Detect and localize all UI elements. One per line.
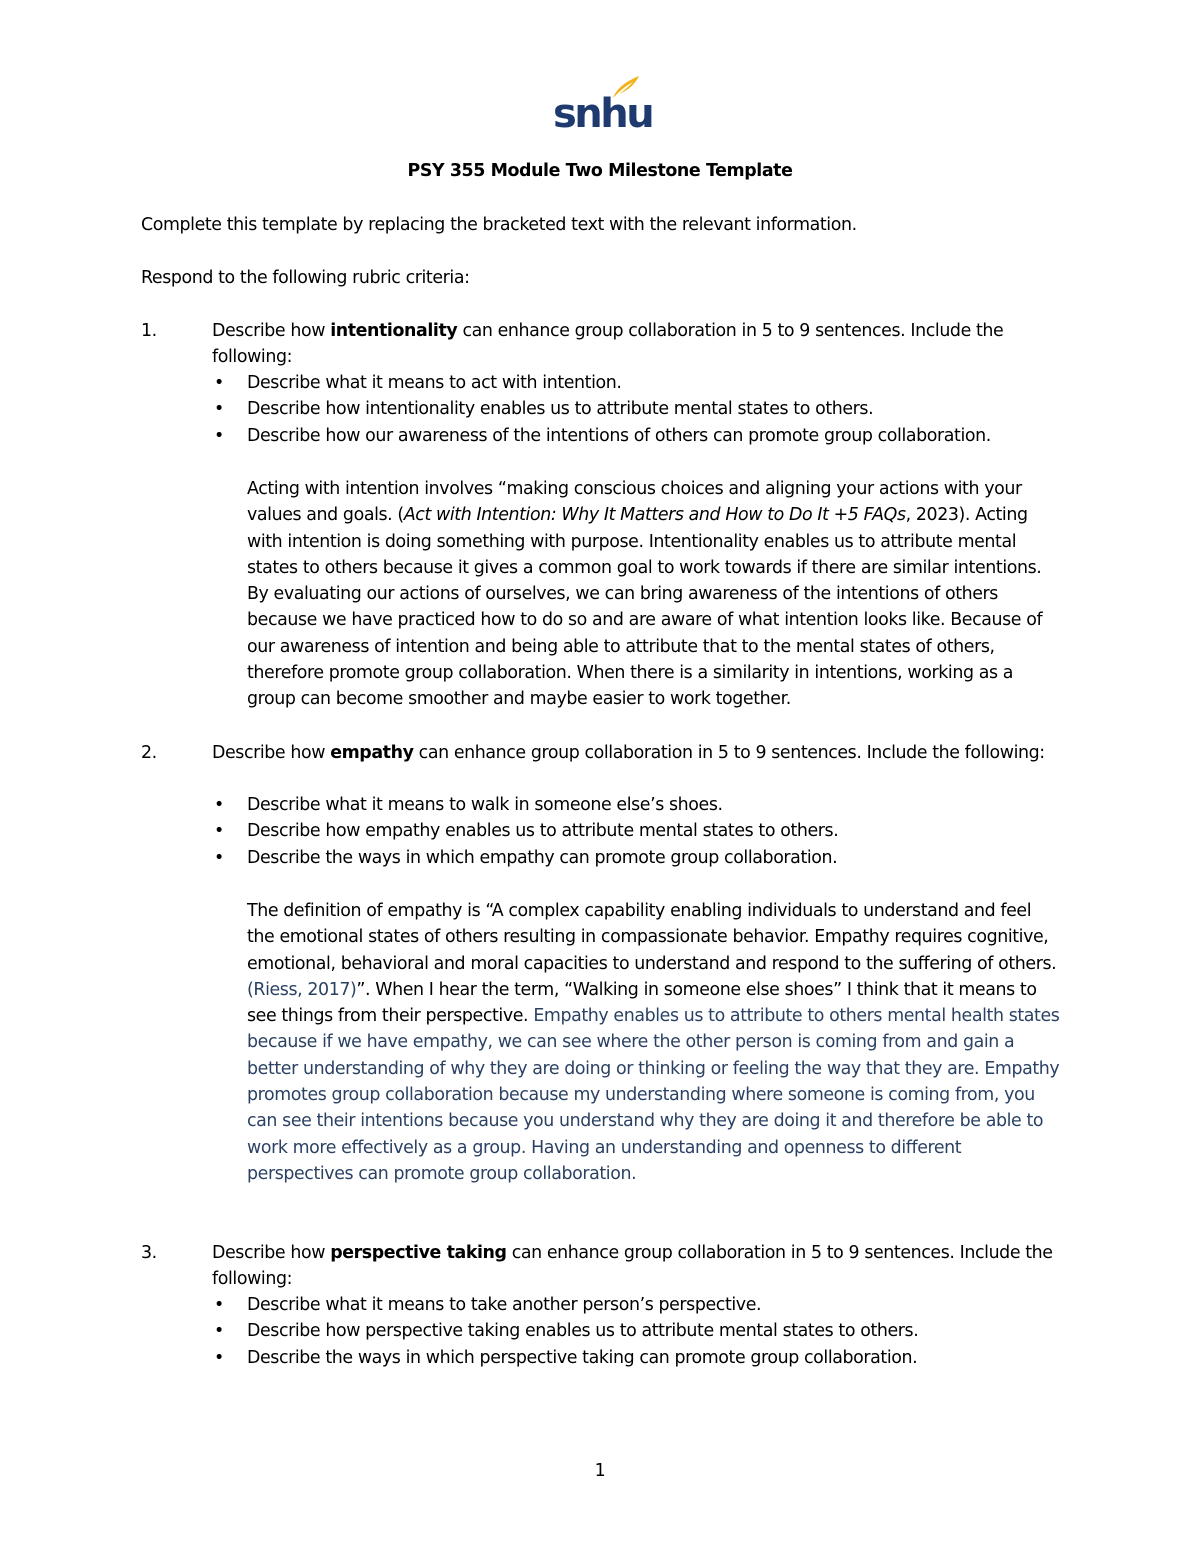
list-item: • Describe how our awareness of the intentions of others can promote group collaboration.	[212, 423, 1062, 449]
bullet-icon: •	[214, 821, 224, 842]
item-keyword: intentionality	[330, 321, 458, 341]
list-item: • Describe how perspective taking enables us to attribute mental states to others.	[212, 1318, 1062, 1344]
list-item: • Describe the ways in which perspective taking can promote group collaboration.	[212, 1345, 1062, 1371]
list-item: • Describe how empathy enables us to attribute mental states to others.	[212, 818, 1062, 844]
page-title: PSY 355 Module Two Milestone Template	[407, 161, 793, 181]
bullet-icon: •	[214, 795, 224, 815]
item-prompt: Describe how perspective taking can enhance group collaboration in 5 to 9 sentences. Include the following:	[212, 1243, 1053, 1290]
list-item: • Describe what it means to walk in someone else’s shoes.	[212, 792, 1062, 818]
item-number: 2.	[141, 743, 157, 763]
respond-text: Respond to the following rubric criteria:	[141, 268, 470, 288]
bullet-icon: •	[214, 1347, 224, 1368]
citation: (Riess, 2017)	[247, 979, 357, 1000]
list-item: • Describe how intentionality enables us to attribute mental states to others.	[212, 396, 1062, 422]
citation-title: Act with Intention: Why It Matters and How to Do It +5 FAQs	[403, 505, 906, 526]
item-prompt: Describe how empathy can enhance group collaboration in 5 to 9 sentences. Include the following:	[212, 743, 1045, 763]
item-prompt: Describe how intentionality can enhance group collaboration in 5 to 9 sentences. Include the following:	[212, 321, 1004, 368]
item-keyword: perspective taking	[330, 1243, 507, 1263]
bullet-icon: •	[214, 1321, 224, 1342]
bullet-icon: •	[214, 399, 224, 420]
logo-wordmark: snhu	[553, 91, 653, 137]
answer-paragraph: The definition of empathy is “A complex capability enabling individuals to understand and feel the emotional states of others resulting in compassionate behavior. Empathy requires cognitive, emotional, behavioral and moral capacities to understand and respond to the suffering of others. (Riess, 2017)”. When I hear the term, “Walking in someone else shoes” I think that it means to see things from their perspective. Empathy enables us to attribute to others mental health states because if we have empathy, we can see where the other person is coming from and gain a better understanding of why they are doing or thinking or feeling the way that they are. Empathy promotes group collaboration because my understanding where someone is coming from, you can see their intentions because you understand why they are doing it and therefore be able to work more effectively as a group. Having an understanding and openness to different perspectives can promote group collaboration.	[247, 901, 1060, 1184]
bullet-icon: •	[214, 373, 224, 393]
bullet-icon: •	[214, 425, 224, 446]
list-item: • Describe the ways in which empathy can promote group collaboration.	[212, 845, 1062, 871]
bullet-list	[212, 370, 1062, 449]
item-keyword: empathy	[330, 743, 414, 763]
bullet-icon: •	[214, 847, 224, 868]
bullet-icon: •	[214, 1295, 224, 1315]
list-item: • Describe what it means to take another person’s perspective.	[212, 1292, 1062, 1318]
page-number: 1	[594, 1461, 606, 1481]
bullet-list	[212, 1292, 1062, 1371]
list-item: • Describe what it means to act with intention.	[212, 370, 1062, 396]
answer-paragraph: Acting with intention involves “making conscious choices and aligning your actions with your values and goals. (Act with Intention: Why It Matters and How to Do It +5 FAQs, 2023). Acting with intention is doing something with purpose. Intentionality enables us to attribute mental states to others because it gives a common goal to work towards if there are similar intentions. By evaluating our actions of ourselves, we can bring awareness of the intentions of others because we have practiced how to do so and are aware of what intention looks like. Because of our awareness of intention and being able to attribute that to the mental states of others, therefore promote group collaboration. When there is a similarity in intentions, working as a group can become smoother and maybe easier to work together.	[247, 479, 1043, 710]
intro-text: Complete this template by replacing the bracketed text with the relevant information.	[141, 215, 857, 235]
answer-blue-text: Empathy enables us to attribute to others mental health states because if we have empathy, we can see where the other person is coming from and gain a better understanding of why they are doing or thinking or feeling the way that they are. Empathy promotes group collaboration because my understanding where someone is coming from, you can see their intentions because you understand why they are doing it and therefore be able to work more effectively as a group. Having an understanding and openness to different perspectives can promote group collaboration.	[247, 1006, 1060, 1184]
snhu-logo	[553, 74, 653, 137]
item-number: 3.	[141, 1243, 157, 1263]
item-number: 1.	[141, 321, 157, 341]
bullet-list	[212, 792, 1062, 871]
